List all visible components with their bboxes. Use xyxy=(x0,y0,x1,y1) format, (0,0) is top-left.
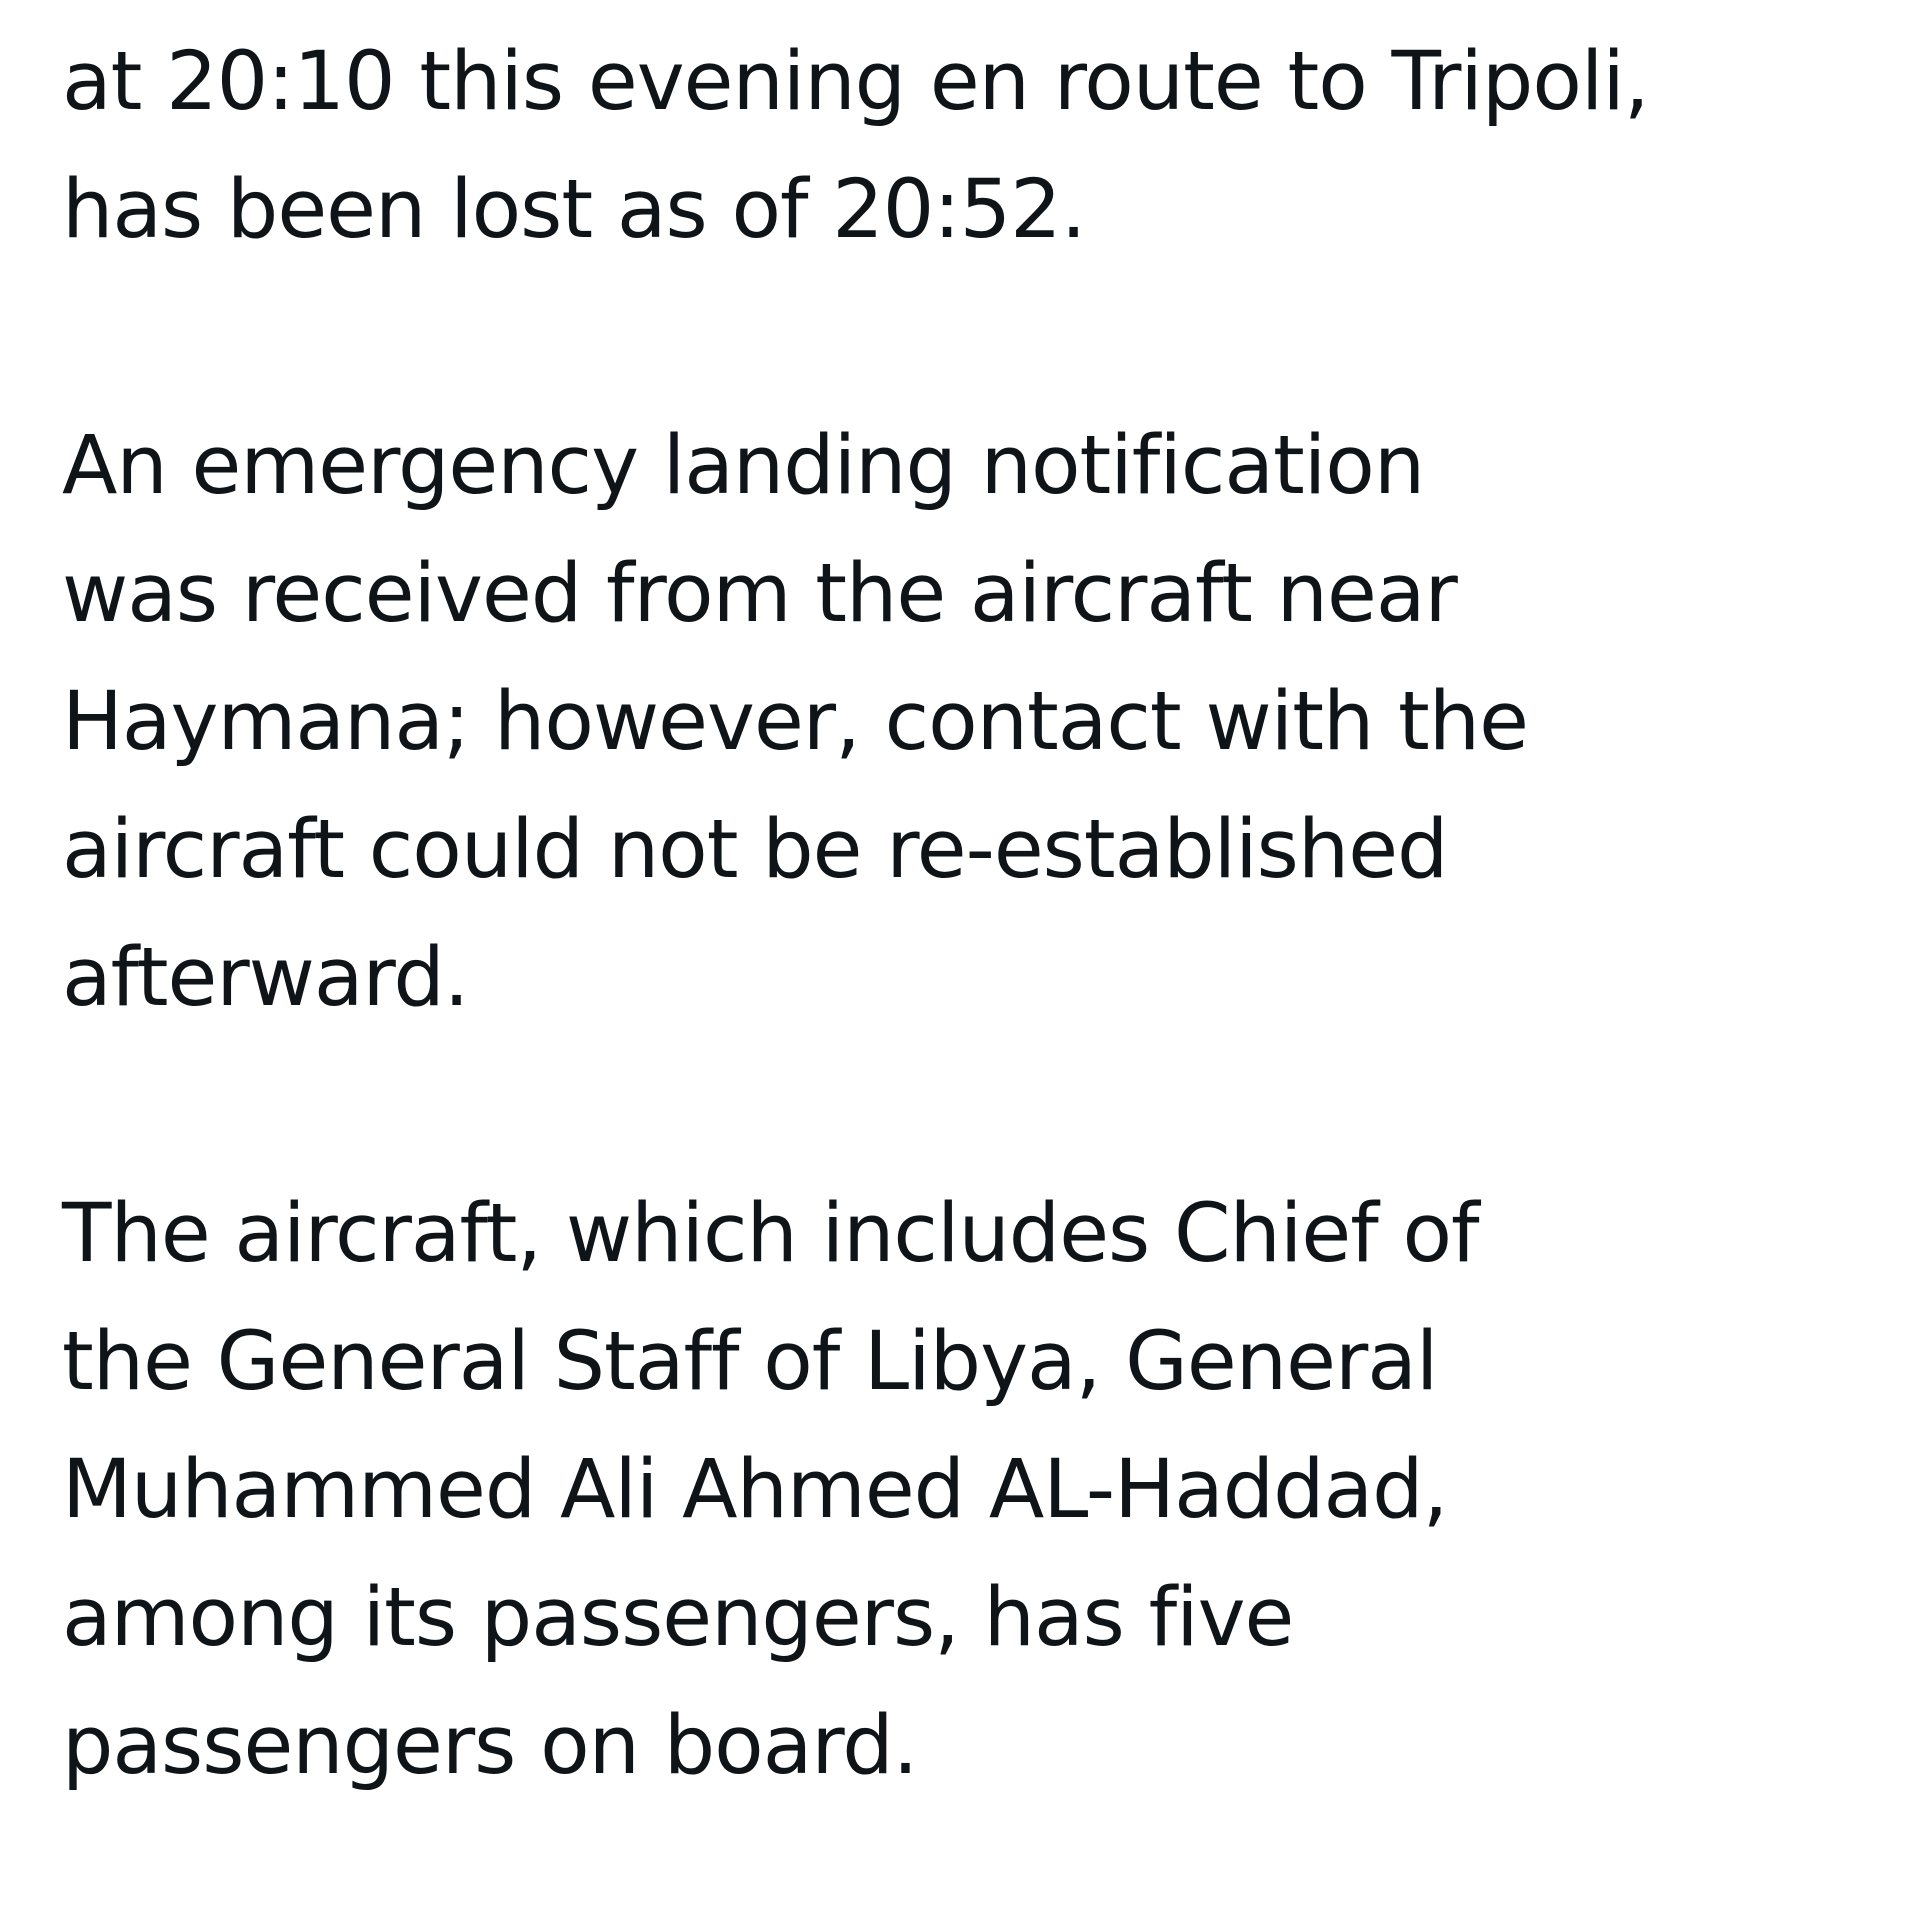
text-line: among its passengers, has five xyxy=(62,1571,1294,1665)
text-line xyxy=(62,0,1862,18)
paragraph-spacer xyxy=(62,274,1862,402)
text-line: was received from the aircraft near xyxy=(62,547,1457,641)
text-line: An emergency landing notification xyxy=(62,419,1425,513)
post-text xyxy=(62,0,1862,1810)
paragraph-3 xyxy=(62,1170,1862,1810)
text-line: aircraft could not be re-established xyxy=(62,803,1448,897)
paragraph-2 xyxy=(62,402,1862,1042)
text-line: Muhammed Ali Ahmed AL-Haddad, xyxy=(62,1443,1448,1537)
paragraph-1 xyxy=(62,0,1862,274)
paragraph-spacer xyxy=(62,1042,1862,1170)
text-line: at 20:10 this evening en route to Tripoli, xyxy=(62,35,1649,129)
text-line: Haymana; however, contact with the xyxy=(62,675,1528,769)
text-line: has been lost as of 20:52. xyxy=(62,163,1086,257)
text-line: afterward. xyxy=(62,931,469,1025)
text-line: The aircraft, which includes Chief of xyxy=(62,1187,1479,1281)
text-line: passengers on board. xyxy=(62,1699,918,1793)
text-line: the General Staff of Libya, General xyxy=(62,1315,1438,1409)
